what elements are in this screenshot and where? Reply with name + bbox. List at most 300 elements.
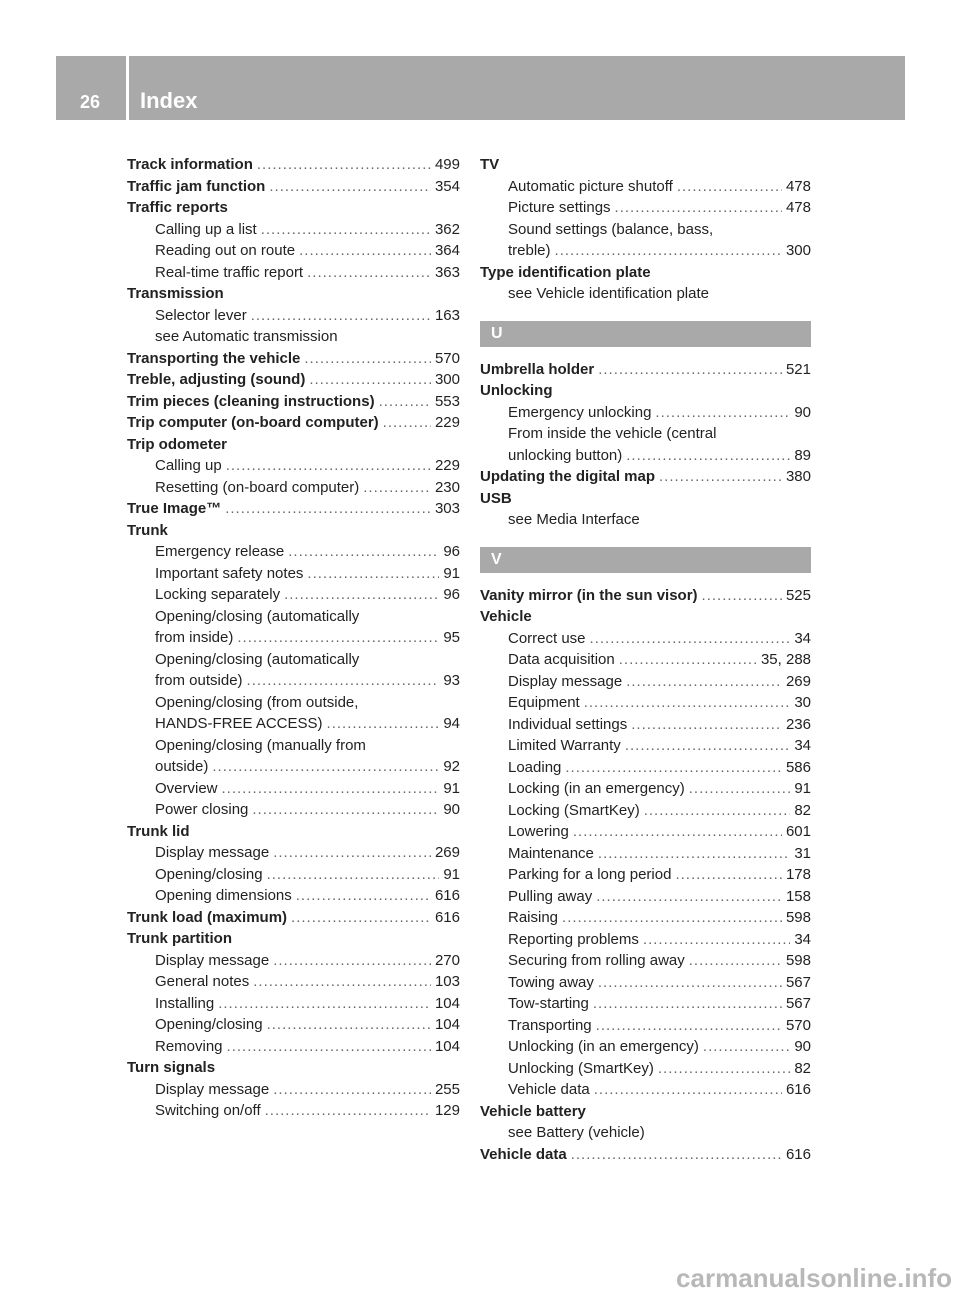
index-subentry xyxy=(127,735,460,757)
index-subentry xyxy=(127,842,460,864)
entry-term: Reporting problems xyxy=(508,930,639,948)
section-header-v: V xyxy=(480,547,811,573)
index-subentry xyxy=(127,1079,460,1101)
dot-leader xyxy=(643,929,790,951)
entry-term: see Automatic transmission xyxy=(155,328,338,345)
index-entry xyxy=(127,197,460,219)
entry-term: Power closing xyxy=(155,801,249,818)
entry-term: from outside) xyxy=(155,672,243,689)
entry-term: Trunk load (maximum) xyxy=(127,908,288,926)
entry-page-number: 93 xyxy=(443,672,460,689)
entry-page-number: 129 xyxy=(434,1102,460,1119)
dot-leader xyxy=(565,757,782,779)
dot-leader xyxy=(363,477,431,499)
entry-page-number: 35, 288 xyxy=(760,651,811,668)
dot-leader xyxy=(631,714,782,736)
dot-leader xyxy=(257,154,431,176)
index-subentry xyxy=(127,541,460,563)
entry-page-number: 34 xyxy=(794,737,811,754)
entry-term: Unlocking (in an emergency) xyxy=(508,1038,699,1055)
index-subentry xyxy=(480,735,811,757)
index-subentry xyxy=(480,445,811,467)
dot-leader xyxy=(702,585,782,607)
entry-page-number: 91 xyxy=(443,564,460,582)
index-subentry xyxy=(480,692,811,714)
entry-term: Display message xyxy=(155,844,270,861)
entry-term: see Battery (vehicle) xyxy=(508,1124,645,1141)
dot-leader xyxy=(261,219,431,241)
index-subentry xyxy=(480,1122,811,1144)
dot-leader xyxy=(590,628,791,650)
index-subentry xyxy=(127,756,460,778)
entry-term: Emergency unlocking xyxy=(508,403,652,421)
entry-term: Opening/closing xyxy=(155,1016,263,1033)
index-subentry xyxy=(127,606,460,628)
entry-term: Vehicle battery xyxy=(480,1102,586,1120)
entry-term: treble) xyxy=(508,242,551,259)
entry-term: Maintenance xyxy=(508,844,594,862)
dot-leader xyxy=(307,262,431,284)
entry-term: Transporting xyxy=(508,1016,592,1034)
index-subentry xyxy=(127,563,460,585)
entry-term: from inside) xyxy=(155,629,234,646)
index-subentry xyxy=(480,757,811,779)
entry-term: Towing away xyxy=(508,973,594,991)
entry-term: Picture settings xyxy=(508,199,611,216)
entry-term: HANDS-FREE ACCESS) xyxy=(155,715,323,732)
entry-term: unlocking button) xyxy=(508,446,623,464)
index-subentry xyxy=(480,886,811,908)
dot-leader xyxy=(267,1014,431,1036)
entry-page-number: 616 xyxy=(785,1081,811,1098)
index-subentry xyxy=(480,1036,811,1058)
entry-term: Real-time traffic report xyxy=(155,263,304,281)
dot-leader xyxy=(584,692,791,714)
index-entry xyxy=(127,520,460,542)
dot-leader xyxy=(677,176,782,198)
index-subentry xyxy=(127,455,460,477)
entry-page-number: 92 xyxy=(443,758,460,775)
dot-leader xyxy=(593,993,782,1015)
entry-term: Lowering xyxy=(508,823,569,840)
index-subentry xyxy=(127,1036,460,1058)
dot-leader xyxy=(598,359,782,381)
entry-page-number: 91 xyxy=(443,865,460,883)
entry-term: Overview xyxy=(155,779,218,797)
entry-term: Sound settings (balance, bass, xyxy=(508,220,714,238)
index-subentry xyxy=(480,800,811,822)
entry-term: Trip computer (on-board computer) xyxy=(127,414,379,431)
index-subentry xyxy=(127,627,460,649)
entry-term: Selector lever xyxy=(155,306,247,324)
entry-page-number: 521 xyxy=(785,360,811,378)
entry-term: see Media Interface xyxy=(508,511,640,528)
entry-page-number: 30 xyxy=(794,694,811,711)
dot-leader xyxy=(267,864,440,886)
entry-page-number: 478 xyxy=(785,199,811,216)
dot-leader xyxy=(307,563,439,585)
entry-page-number: 616 xyxy=(434,908,460,926)
entry-term: Unlocking (SmartKey) xyxy=(508,1059,654,1077)
index-entry xyxy=(480,488,811,510)
entry-page-number: 269 xyxy=(785,672,811,690)
entry-term: Automatic picture shutoff xyxy=(508,177,673,195)
entry-page-number: 95 xyxy=(443,629,460,646)
index-entry xyxy=(127,928,460,950)
dot-leader xyxy=(225,498,431,520)
entry-term: Unlocking xyxy=(480,382,553,399)
index-subentry xyxy=(127,670,460,692)
index-subentry xyxy=(127,1014,460,1036)
entry-page-number: 525 xyxy=(785,586,811,604)
dot-leader xyxy=(596,886,782,908)
entry-page-number: 601 xyxy=(785,823,811,840)
dot-leader xyxy=(251,305,431,327)
entry-page-number: 499 xyxy=(434,156,460,173)
header-separator xyxy=(126,56,129,120)
index-subentry xyxy=(127,778,460,800)
entry-term: Display message xyxy=(155,1080,270,1098)
index-entry xyxy=(480,359,811,381)
entry-term: Removing xyxy=(155,1037,223,1055)
entry-page-number: 364 xyxy=(434,242,460,259)
entry-page-number: 269 xyxy=(434,844,460,861)
entry-term: Trunk partition xyxy=(127,930,232,947)
entry-term: outside) xyxy=(155,758,209,775)
dot-leader xyxy=(675,864,782,886)
index-entry xyxy=(127,821,460,843)
index-subentry xyxy=(480,283,811,305)
index-subentry xyxy=(127,993,460,1015)
entry-page-number: 229 xyxy=(434,414,460,431)
entry-page-number: 230 xyxy=(434,478,460,496)
index-entry xyxy=(480,585,811,607)
index-subentry xyxy=(127,950,460,972)
index-subentry xyxy=(480,929,811,951)
page-title: Index xyxy=(140,88,198,113)
entry-term: Turn signals xyxy=(127,1059,216,1076)
entry-page-number: 158 xyxy=(785,887,811,905)
entry-page-number: 82 xyxy=(794,1059,811,1077)
entry-term: Vehicle data xyxy=(480,1145,567,1163)
entry-term: Vanity mirror (in the sun visor) xyxy=(480,586,698,604)
entry-page-number: 567 xyxy=(785,995,811,1012)
index-entry xyxy=(480,380,811,402)
index-subentry xyxy=(480,907,811,929)
entry-page-number: 586 xyxy=(785,758,811,776)
entry-term: Data acquisition xyxy=(508,651,615,668)
entry-term: Equipment xyxy=(508,694,580,711)
index-entry xyxy=(480,466,811,488)
entry-page-number: 96 xyxy=(443,586,460,603)
index-subentry xyxy=(127,477,460,499)
entry-term: Vehicle data xyxy=(508,1081,590,1098)
index-subentry xyxy=(127,219,460,241)
entry-term: Correct use xyxy=(508,629,586,647)
entry-page-number: 104 xyxy=(434,1016,460,1033)
entry-term: Opening/closing (manually from xyxy=(155,736,366,754)
index-column-right xyxy=(480,154,811,1165)
index-entry xyxy=(127,283,460,305)
dot-leader xyxy=(598,972,782,994)
index-subentry xyxy=(480,649,811,671)
entry-page-number: 255 xyxy=(434,1080,460,1098)
entry-term: USB xyxy=(480,489,512,507)
index-subentry xyxy=(127,1100,460,1122)
index-subentry xyxy=(127,305,460,327)
index-subentry xyxy=(480,1079,811,1101)
entry-term: Pulling away xyxy=(508,887,593,905)
entry-term: Securing from rolling away xyxy=(508,952,685,969)
entry-page-number: 616 xyxy=(785,1145,811,1163)
entry-term: Important safety notes xyxy=(155,564,304,582)
entry-term: Opening/closing (automatically xyxy=(155,650,360,668)
dot-leader xyxy=(284,584,439,606)
dot-leader xyxy=(655,402,790,424)
dot-leader xyxy=(304,348,431,370)
index-subentry xyxy=(480,993,811,1015)
entry-term: Umbrella holder xyxy=(480,360,595,378)
entry-term: Parking for a long period xyxy=(508,866,672,883)
index-entry xyxy=(127,434,460,456)
entry-term: Transporting the vehicle xyxy=(127,349,301,367)
dot-leader xyxy=(227,1036,431,1058)
entry-page-number: 104 xyxy=(434,1037,460,1055)
entry-page-number: 362 xyxy=(434,220,460,238)
entry-page-number: 363 xyxy=(434,263,460,281)
entry-term: Locking (SmartKey) xyxy=(508,801,640,819)
entry-term: Display message xyxy=(508,672,623,690)
entry-term: TV xyxy=(480,156,500,173)
dot-leader xyxy=(226,455,431,477)
entry-page-number: 89 xyxy=(794,446,811,464)
index-subentry xyxy=(127,240,460,262)
dot-leader xyxy=(212,756,439,778)
index-subentry xyxy=(480,778,811,800)
index-entry xyxy=(480,262,811,284)
dot-leader xyxy=(615,197,782,219)
dot-leader xyxy=(237,627,439,649)
index-subentry xyxy=(480,950,811,972)
dot-leader xyxy=(273,950,431,972)
entry-page-number: 567 xyxy=(785,973,811,991)
index-subentry xyxy=(480,176,811,198)
index-subentry xyxy=(127,262,460,284)
dot-leader xyxy=(573,821,782,843)
entry-term: Tow-starting xyxy=(508,995,589,1012)
entry-term: General notes xyxy=(155,973,250,990)
dot-leader xyxy=(273,842,431,864)
entry-term: Switching on/off xyxy=(155,1102,261,1119)
entry-term: Locking separately xyxy=(155,586,281,603)
entry-page-number: 82 xyxy=(794,801,811,819)
entry-term: Limited Warranty xyxy=(508,737,621,754)
index-subentry xyxy=(480,219,811,241)
entry-page-number: 34 xyxy=(794,930,811,948)
entry-page-number: 598 xyxy=(785,952,811,969)
index-subentry xyxy=(480,197,811,219)
entry-page-number: 104 xyxy=(434,994,460,1012)
entry-page-number: 236 xyxy=(785,715,811,733)
entry-term: Trunk lid xyxy=(127,822,190,840)
entry-page-number: 34 xyxy=(794,629,811,647)
entry-page-number: 31 xyxy=(794,844,811,862)
entry-term: Reading out on route xyxy=(155,242,296,259)
dot-leader xyxy=(265,1100,431,1122)
index-entry xyxy=(127,391,460,413)
entry-term: Calling up a list xyxy=(155,220,257,238)
index-subentry xyxy=(480,821,811,843)
dot-leader xyxy=(689,778,791,800)
section-header-u: U xyxy=(480,321,811,347)
dot-leader xyxy=(703,1036,790,1058)
entry-page-number: 300 xyxy=(434,371,460,388)
entry-term: Emergency release xyxy=(155,543,285,560)
footer-watermark: carmanualsonline.info xyxy=(676,1263,952,1293)
entry-term: Trim pieces (cleaning instructions) xyxy=(127,392,375,410)
index-entry xyxy=(127,498,460,520)
entry-page-number: 303 xyxy=(434,500,460,517)
dot-leader xyxy=(594,1079,782,1101)
entry-page-number: 300 xyxy=(785,242,811,259)
entry-term: Opening dimensions xyxy=(155,887,292,904)
index-entry xyxy=(127,348,460,370)
index-subentry xyxy=(480,864,811,886)
dot-leader xyxy=(658,1058,790,1080)
dot-leader xyxy=(309,369,431,391)
index-subentry xyxy=(127,885,460,907)
entry-term: Treble, adjusting (sound) xyxy=(127,371,306,388)
dot-leader xyxy=(571,1144,782,1166)
entry-page-number: 178 xyxy=(785,866,811,883)
dot-leader xyxy=(379,391,431,413)
index-subentry xyxy=(480,402,811,424)
entry-page-number: 598 xyxy=(785,909,811,926)
entry-page-number: 103 xyxy=(434,973,460,990)
dot-leader xyxy=(644,800,791,822)
entry-term: Vehicle xyxy=(480,608,532,625)
index-entry xyxy=(480,1101,811,1123)
entry-page-number: 616 xyxy=(434,887,460,904)
index-entry xyxy=(480,606,811,628)
entry-page-number: 91 xyxy=(794,780,811,797)
index-subentry xyxy=(127,864,460,886)
index-entry xyxy=(127,907,460,929)
index-subentry xyxy=(480,423,811,445)
entry-page-number: 91 xyxy=(443,779,460,797)
index-subentry xyxy=(127,713,460,735)
entry-term: Traffic jam function xyxy=(127,177,266,195)
entry-term: Individual settings xyxy=(508,715,628,733)
entry-page-number: 229 xyxy=(434,457,460,474)
entry-term: Traffic reports xyxy=(127,199,228,216)
entry-term: From inside the vehicle (central xyxy=(508,425,717,442)
index-entry xyxy=(127,1057,460,1079)
index-subentry xyxy=(480,1015,811,1037)
index-subentry xyxy=(127,799,460,821)
dot-leader xyxy=(689,950,782,972)
entry-term: Loading xyxy=(508,758,562,776)
entry-term: Opening/closing (automatically xyxy=(155,607,360,625)
dot-leader xyxy=(625,735,791,757)
entry-page-number: 90 xyxy=(794,1038,811,1055)
index-subentry xyxy=(480,509,811,531)
entry-page-number: 270 xyxy=(434,951,460,969)
dot-leader xyxy=(269,176,431,198)
index-subentry xyxy=(480,714,811,736)
dot-leader xyxy=(218,993,431,1015)
index-column-left xyxy=(127,154,460,1122)
index-entry xyxy=(127,176,460,198)
entry-page-number: 90 xyxy=(794,403,811,421)
dot-leader xyxy=(273,1079,431,1101)
entry-page-number: 354 xyxy=(434,177,460,195)
entry-page-number: 163 xyxy=(434,306,460,324)
entry-term: Calling up xyxy=(155,457,222,474)
dot-leader xyxy=(253,971,431,993)
dot-leader xyxy=(626,671,782,693)
index-subentry xyxy=(480,671,811,693)
dot-leader xyxy=(291,907,431,929)
dot-leader xyxy=(555,240,782,262)
entry-page-number: 570 xyxy=(434,349,460,367)
entry-term: Trunk xyxy=(127,521,168,539)
entry-term: Opening/closing (from outside, xyxy=(155,693,359,711)
entry-term: Opening/closing xyxy=(155,865,263,883)
index-subentry xyxy=(480,628,811,650)
entry-term: Trip odometer xyxy=(127,435,228,453)
index-subentry xyxy=(480,240,811,262)
dot-leader xyxy=(296,885,431,907)
entry-page-number: 94 xyxy=(443,715,460,732)
entry-page-number: 478 xyxy=(785,177,811,195)
dot-leader xyxy=(598,843,790,865)
entry-term: Display message xyxy=(155,951,270,969)
dot-leader xyxy=(383,412,431,434)
index-subentry xyxy=(480,1058,811,1080)
index-subentry xyxy=(480,972,811,994)
dot-leader xyxy=(299,240,431,262)
dot-leader xyxy=(252,799,439,821)
index-subentry xyxy=(127,971,460,993)
page-number: 26 xyxy=(79,92,101,112)
index-entry xyxy=(127,154,460,176)
dot-leader xyxy=(327,713,440,735)
entry-term: True Image™ xyxy=(127,500,222,517)
dot-leader xyxy=(288,541,439,563)
dot-leader xyxy=(222,778,440,800)
dot-leader xyxy=(596,1015,782,1037)
index-subentry xyxy=(480,843,811,865)
index-subentry xyxy=(127,326,460,348)
dot-leader xyxy=(626,445,790,467)
entry-page-number: 553 xyxy=(434,392,460,410)
entry-term: Locking (in an emergency) xyxy=(508,780,685,797)
index-entry xyxy=(127,412,460,434)
entry-page-number: 380 xyxy=(785,468,811,485)
index-entry xyxy=(480,154,811,176)
entry-term: Transmission xyxy=(127,285,224,302)
entry-page-number: 570 xyxy=(785,1016,811,1034)
dot-leader xyxy=(562,907,782,929)
dot-leader xyxy=(659,466,782,488)
index-subentry xyxy=(127,584,460,606)
index-subentry xyxy=(127,649,460,671)
index-entry xyxy=(127,369,460,391)
entry-term: Resetting (on-board computer) xyxy=(155,478,360,496)
dot-leader xyxy=(247,670,440,692)
entry-term: Track information xyxy=(127,156,253,173)
